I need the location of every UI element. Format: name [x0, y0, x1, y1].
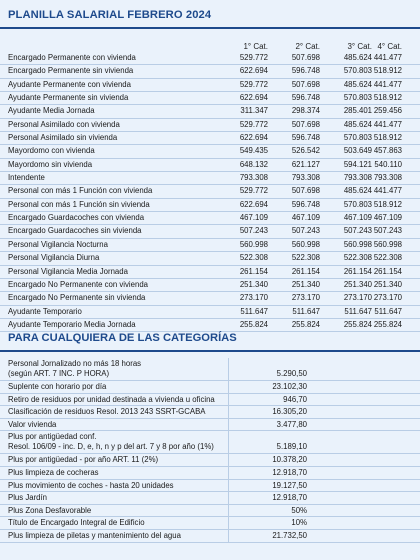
cell-cat-2: 596.748 — [291, 133, 320, 143]
item-value: 5.189,10 — [276, 442, 307, 452]
item-label: Plus limpieza de cocheras — [8, 467, 99, 477]
row-label: Mayordomo sin vivienda — [8, 159, 93, 169]
item-label: Plus por antigüedad - por año ART. 11 (2%) — [8, 455, 159, 465]
cell-cat-2: 467.109 — [291, 213, 320, 223]
header-cat-2: 2° Cat. — [295, 42, 320, 51]
list-item — [0, 419, 420, 432]
cell-cat-4: 441.477 — [373, 53, 402, 62]
cell-cat-1: 622.694 — [239, 133, 268, 143]
cell-cat-3: 511.647 — [344, 306, 372, 316]
section-rule — [0, 350, 420, 352]
cell-cat-3: 485.624 — [343, 119, 372, 129]
table-row — [0, 185, 420, 198]
cell-cat-2: 793.308 — [291, 173, 320, 183]
cell-cat-2: 273.170 — [291, 293, 320, 303]
cell-cat-3: 467.109 — [343, 213, 372, 223]
cell-cat-4: 560.998 — [373, 239, 402, 249]
item-value: 3.477,80 — [276, 419, 307, 429]
cell-cat-4: 457.863 — [373, 146, 402, 156]
title-rule — [0, 27, 420, 29]
cell-cat-4: 518.912 — [373, 133, 402, 143]
cell-cat-1: 529.772 — [239, 79, 268, 89]
cell-cat-2: 255.824 — [291, 319, 320, 329]
table-row — [0, 105, 420, 118]
item-value: 12.918,70 — [272, 493, 307, 503]
table-row — [0, 199, 420, 212]
item-label-detail: Resol. 106/09 - inc. D, e, h, n y p del art. 7 y 8 por año (1%) — [8, 442, 214, 452]
table-row — [0, 239, 420, 252]
page-title: PLANILLA SALARIAL FEBRERO 2024 — [8, 9, 212, 21]
cell-cat-4: 507.243 — [373, 226, 402, 236]
row-label: Ayudante Temporario — [8, 306, 82, 316]
column-divider — [228, 517, 229, 529]
cell-cat-1: 622.694 — [239, 199, 268, 209]
header-cat-1: 1° Cat. — [243, 42, 268, 51]
cell-cat-1: 273.170 — [239, 293, 268, 303]
row-label: Encargado Guardacoches con vivienda — [8, 213, 145, 223]
table-row — [0, 212, 420, 225]
cell-cat-1: 255.824 — [239, 319, 268, 329]
table-row — [0, 225, 420, 238]
column-divider — [228, 492, 229, 504]
item-label: Plus por antigüedad conf. — [8, 432, 97, 442]
item-label: Retiro de residuos por unidad destinada a vivienda u oficina — [8, 394, 215, 404]
header-cat-3: 3° Cat. — [347, 42, 372, 51]
cell-cat-3: 570.803 — [343, 66, 372, 76]
cell-cat-1: 549.435 — [239, 146, 268, 156]
item-label: Plus Zona Desfavorable — [8, 505, 92, 515]
item-label: Suplente con horario por día — [8, 382, 107, 391]
list-item — [0, 431, 420, 454]
row-label: Mayordomo con vivienda — [8, 146, 95, 156]
cell-cat-1: 648.132 — [239, 159, 268, 169]
cell-cat-1: 529.772 — [239, 119, 268, 129]
cell-cat-4: 261.154 — [373, 266, 402, 276]
cell-cat-3: 485.624 — [343, 186, 372, 196]
cell-cat-1: 311.347 — [240, 106, 268, 116]
list-item — [0, 394, 420, 407]
cell-cat-4: 518.912 — [373, 93, 402, 103]
row-label: Ayudante Media Jornada — [8, 106, 95, 116]
list-item — [0, 406, 420, 419]
table-row — [0, 292, 420, 305]
column-divider — [228, 394, 229, 406]
cell-cat-2: 298.374 — [291, 106, 320, 116]
table-row — [0, 159, 420, 172]
cell-cat-4: 441.477 — [373, 119, 402, 129]
item-value: 21.732,50 — [272, 530, 307, 540]
column-divider — [228, 505, 229, 517]
row-label: Intendente — [8, 173, 45, 183]
column-divider — [228, 431, 229, 453]
row-label: Personal Vigilancia Nocturna — [8, 239, 108, 249]
column-divider — [228, 419, 229, 431]
cell-cat-2: 507.698 — [291, 79, 320, 89]
item-value: 10% — [291, 518, 307, 528]
cell-cat-4: 793.308 — [373, 173, 402, 183]
cell-cat-3: 503.649 — [343, 146, 372, 156]
row-label: Personal Vigilancia Media Jornada — [8, 266, 128, 276]
item-value: 10.378,20 — [272, 455, 307, 465]
cell-cat-3: 273.170 — [343, 293, 372, 303]
row-label: Personal Asimilado con vivienda — [8, 119, 120, 129]
list-item — [0, 381, 420, 394]
item-label: Valor vivienda — [8, 419, 57, 429]
section-title: PARA CUALQUIERA DE LAS CATEGORÍAS — [8, 332, 237, 344]
list-item — [0, 467, 420, 480]
table-row — [0, 132, 420, 145]
item-value: 16.305,20 — [272, 407, 307, 417]
header-cat-4: 4° Cat. — [377, 42, 402, 51]
cell-cat-2: 507.243 — [291, 226, 320, 236]
row-label: Encargado Guardacoches sin vivienda — [8, 226, 142, 236]
list-item — [0, 480, 420, 493]
list-item — [0, 358, 420, 381]
row-label: Personal Vigilancia Diurna — [8, 253, 100, 263]
column-divider — [228, 454, 229, 466]
cell-cat-3: 522.308 — [343, 253, 372, 263]
item-label: Clasificación de residuos Resol. 2013 243 SSRT-GCABA — [8, 407, 206, 417]
row-label: Ayudante Temporario Media Jornada — [8, 319, 136, 329]
row-label: Encargado Permanente con vivienda — [8, 53, 136, 62]
cell-cat-4: 518.912 — [373, 199, 402, 209]
cell-cat-1: 261.154 — [239, 266, 268, 276]
row-label: Ayudante Permanente con vivienda — [8, 79, 131, 89]
table-row — [0, 92, 420, 105]
table-row — [0, 79, 420, 92]
cell-cat-4: 251.340 — [373, 279, 402, 289]
cell-cat-2: 261.154 — [291, 266, 320, 276]
column-divider — [228, 381, 229, 393]
cell-cat-4: 259.456 — [373, 106, 402, 116]
cell-cat-3: 570.803 — [343, 93, 372, 103]
column-divider — [228, 480, 229, 492]
cell-cat-2: 507.698 — [291, 119, 320, 129]
extras-table — [0, 358, 420, 543]
list-item — [0, 492, 420, 505]
item-value: 23.102,30 — [272, 382, 307, 391]
cell-cat-3: 485.624 — [343, 79, 372, 89]
column-divider — [228, 467, 229, 479]
cell-cat-2: 507.698 — [291, 53, 320, 62]
table-row — [0, 319, 420, 332]
cell-cat-3: 251.340 — [343, 279, 372, 289]
cell-cat-4: 441.477 — [373, 186, 402, 196]
column-divider — [228, 406, 229, 418]
cell-cat-2: 526.542 — [291, 146, 320, 156]
cell-cat-4: 522.308 — [373, 253, 402, 263]
cell-cat-2: 560.998 — [291, 239, 320, 249]
cell-cat-3: 594.121 — [343, 159, 372, 169]
table-row — [0, 119, 420, 132]
cell-cat-2: 511.647 — [292, 306, 320, 316]
list-item — [0, 505, 420, 518]
column-divider — [228, 358, 229, 380]
cell-cat-4: 540.110 — [374, 159, 402, 169]
item-label: Plus movimiento de coches - hasta 20 unidades — [8, 480, 174, 490]
list-item — [0, 530, 420, 543]
item-value: 50% — [291, 505, 307, 515]
item-value: 5.290,50 — [276, 369, 307, 378]
cell-cat-2: 621.127 — [291, 159, 320, 169]
table-row — [0, 306, 420, 319]
cell-cat-3: 560.998 — [343, 239, 372, 249]
category-header — [0, 42, 420, 52]
cell-cat-4: 518.912 — [373, 66, 402, 76]
cell-cat-3: 255.824 — [343, 319, 372, 329]
row-label: Ayudante Permanente sin vivienda — [8, 93, 129, 103]
cell-cat-1: 793.308 — [239, 173, 268, 183]
cell-cat-2: 596.748 — [291, 66, 320, 76]
cell-cat-4: 511.647 — [374, 306, 402, 316]
cell-cat-1: 511.647 — [240, 306, 268, 316]
table-row — [0, 65, 420, 78]
cell-cat-1: 251.340 — [239, 279, 268, 289]
item-value: 946,70 — [283, 394, 307, 404]
cell-cat-1: 622.694 — [239, 66, 268, 76]
cell-cat-2: 522.308 — [291, 253, 320, 263]
cell-cat-4: 467.109 — [373, 213, 402, 223]
row-label: Encargado No Permanente con vivienda — [8, 279, 148, 289]
cell-cat-1: 467.109 — [239, 213, 268, 223]
cell-cat-4: 441.477 — [373, 79, 402, 89]
item-label: Plus Jardín — [8, 493, 48, 503]
cell-cat-4: 255.824 — [373, 319, 402, 329]
list-item — [0, 454, 420, 467]
cell-cat-2: 507.698 — [291, 186, 320, 196]
table-row — [0, 279, 420, 292]
table-row — [0, 252, 420, 265]
row-label: Personal con más 1 Función con vivienda — [8, 186, 153, 196]
table-row — [0, 172, 420, 185]
row-label: Personal con más 1 Función sin vivienda — [8, 199, 150, 209]
row-label: Personal Asimilado sin vivienda — [8, 133, 118, 143]
row-label: Encargado No Permanente sin vivienda — [8, 293, 146, 303]
item-label-detail: (según ART. 7 INC. P HORA) — [8, 369, 110, 378]
cell-cat-3: 793.308 — [343, 173, 372, 183]
cell-cat-1: 529.772 — [239, 53, 268, 62]
cell-cat-1: 507.243 — [239, 226, 268, 236]
table-row — [0, 266, 420, 279]
column-divider — [228, 530, 229, 542]
cell-cat-1: 529.772 — [239, 186, 268, 196]
row-label: Encargado Permanente sin vivienda — [8, 66, 134, 76]
cell-cat-1: 560.998 — [239, 239, 268, 249]
salary-table — [0, 52, 420, 332]
cell-cat-2: 251.340 — [291, 279, 320, 289]
cell-cat-3: 485.624 — [343, 53, 372, 62]
table-row — [0, 145, 420, 158]
cell-cat-2: 596.748 — [291, 93, 320, 103]
cell-cat-3: 507.243 — [343, 226, 372, 236]
cell-cat-3: 570.803 — [343, 199, 372, 209]
item-label: Personal Jornalizado no más 18 horas — [8, 359, 142, 368]
item-label: Plus limpieza de piletas y mantenimiento del agua — [8, 530, 181, 540]
item-value: 12.918,70 — [272, 467, 307, 477]
cell-cat-3: 261.154 — [343, 266, 372, 276]
cell-cat-4: 273.170 — [373, 293, 402, 303]
cell-cat-3: 570.803 — [343, 133, 372, 143]
cell-cat-2: 596.748 — [291, 199, 320, 209]
cell-cat-1: 622.694 — [239, 93, 268, 103]
item-label: Título de Encargado Integral de Edificio — [8, 518, 145, 528]
cell-cat-1: 522.308 — [239, 253, 268, 263]
item-value: 19.127,50 — [272, 480, 307, 490]
list-item — [0, 517, 420, 530]
table-row — [0, 52, 420, 65]
cell-cat-3: 285.401 — [343, 106, 372, 116]
